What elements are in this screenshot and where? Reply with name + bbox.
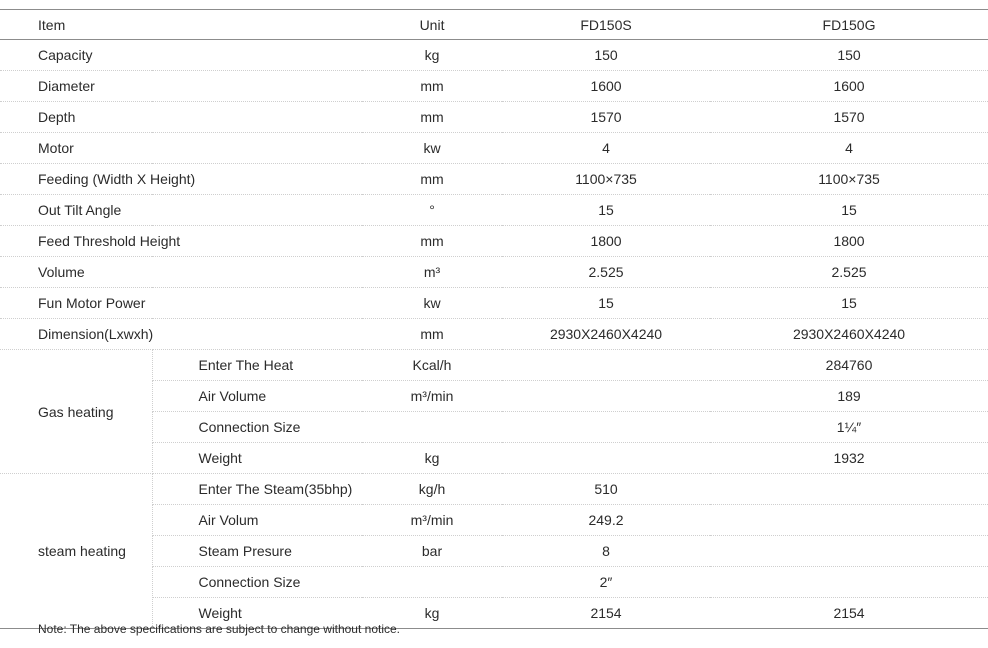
row-value-s: 8 [502, 536, 710, 567]
row-value-g: 189 [710, 381, 988, 412]
row-value-s [502, 412, 710, 443]
table-row [0, 71, 988, 102]
row-item: Motor [0, 133, 362, 164]
spec-table [0, 9, 988, 629]
row-value-g: 284760 [710, 350, 988, 381]
row-value-s: 1600 [502, 71, 710, 102]
row-item: Out Tilt Angle [0, 195, 362, 226]
row-value-s: 15 [502, 288, 710, 319]
row-unit: bar [362, 536, 502, 567]
row-value-s: 2154 [502, 598, 710, 629]
row-unit: mm [362, 71, 502, 102]
row-unit: m³/min [362, 381, 502, 412]
group-label-gas: Gas heating [0, 350, 152, 474]
row-value-s: 2″ [502, 567, 710, 598]
row-unit: m³ [362, 257, 502, 288]
row-item: Fun Motor Power [0, 288, 362, 319]
table-row [0, 226, 988, 257]
table-header-row [0, 10, 988, 40]
row-value-s: 2.525 [502, 257, 710, 288]
row-unit: ° [362, 195, 502, 226]
table-row [0, 474, 988, 505]
row-item: Volume [0, 257, 362, 288]
row-value-g: 1800 [710, 226, 988, 257]
row-value-g: 1600 [710, 71, 988, 102]
row-item: Connection Size [152, 412, 362, 443]
row-value-g [710, 567, 988, 598]
row-item: Feeding (Width X Height) [0, 164, 362, 195]
row-value-s: 15 [502, 195, 710, 226]
row-item: Connection Size [152, 567, 362, 598]
row-value-s [502, 443, 710, 474]
table-row [0, 102, 988, 133]
row-item: Air Volum [152, 505, 362, 536]
row-value-s: 510 [502, 474, 710, 505]
row-unit: mm [362, 102, 502, 133]
row-item: Dimension(Lxwxh) [0, 319, 362, 350]
row-item: Depth [0, 102, 362, 133]
row-item: Enter The Steam(35bhp) [152, 474, 362, 505]
table-row [0, 319, 988, 350]
row-value-s: 1100×735 [502, 164, 710, 195]
row-unit: kg [362, 598, 502, 629]
row-value-g [710, 505, 988, 536]
row-value-s [502, 381, 710, 412]
row-value-g: 2.525 [710, 257, 988, 288]
row-unit: kg [362, 443, 502, 474]
row-unit: kg/h [362, 474, 502, 505]
row-unit: kw [362, 288, 502, 319]
row-item: Steam Presure [152, 536, 362, 567]
row-unit: m³/min [362, 505, 502, 536]
row-item: Air Volume [152, 381, 362, 412]
row-value-g [710, 474, 988, 505]
row-item: Weight [152, 443, 362, 474]
footnote: Note: The above specifications are subject to change without notice. [38, 622, 400, 636]
row-value-s: 2930X2460X4240 [502, 319, 710, 350]
row-unit: kg [362, 40, 502, 71]
row-item: Feed Threshold Height [0, 226, 362, 257]
row-value-g: 2930X2460X4240 [710, 319, 988, 350]
row-item: Diameter [0, 71, 362, 102]
row-value-s: 4 [502, 133, 710, 164]
row-value-s: 249.2 [502, 505, 710, 536]
row-value-g: 15 [710, 288, 988, 319]
row-unit: mm [362, 164, 502, 195]
group-label-steam: steam heating [0, 474, 152, 629]
row-unit: kw [362, 133, 502, 164]
row-value-s: 1570 [502, 102, 710, 133]
table-row [0, 164, 988, 195]
table-row [0, 40, 988, 71]
row-value-g: 1100×735 [710, 164, 988, 195]
row-value-g: 150 [710, 40, 988, 71]
table-row [0, 133, 988, 164]
row-value-s [502, 350, 710, 381]
table-row [0, 350, 988, 381]
row-value-g: 2154 [710, 598, 988, 629]
row-value-g [710, 536, 988, 567]
row-value-g: 1932 [710, 443, 988, 474]
row-unit: mm [362, 319, 502, 350]
header-unit: Unit [362, 10, 502, 40]
row-unit [362, 412, 502, 443]
row-item: Capacity [0, 40, 362, 71]
row-value-s: 150 [502, 40, 710, 71]
row-item: Enter The Heat [152, 350, 362, 381]
table-row [0, 257, 988, 288]
table-row [0, 288, 988, 319]
row-value-g: 15 [710, 195, 988, 226]
header-model-s: FD150S [502, 10, 710, 40]
row-unit: Kcal/h [362, 350, 502, 381]
header-item: Item [0, 10, 362, 40]
row-unit [362, 567, 502, 598]
row-value-g: 4 [710, 133, 988, 164]
header-model-g: FD150G [710, 10, 988, 40]
row-value-g: 1¼″ [710, 412, 988, 443]
row-value-s: 1800 [502, 226, 710, 257]
row-unit: mm [362, 226, 502, 257]
table-row [0, 195, 988, 226]
row-item: Weight [152, 598, 362, 629]
row-value-g: 1570 [710, 102, 988, 133]
